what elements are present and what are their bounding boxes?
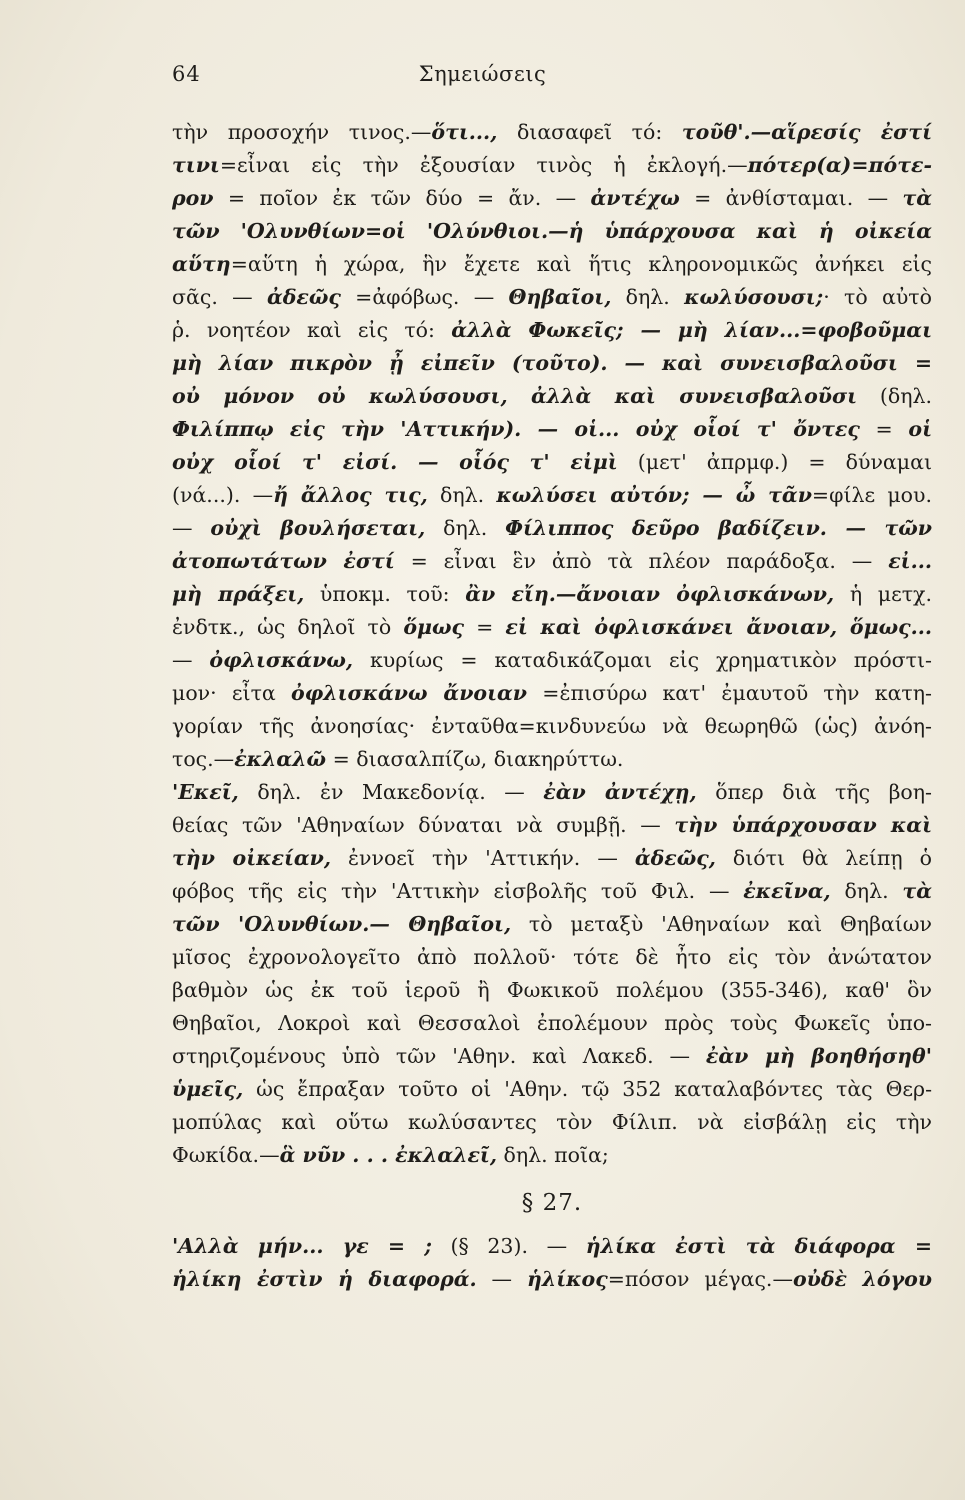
text-line	[172, 1139, 932, 1172]
section-heading: § 27.	[521, 1190, 583, 1216]
text-line	[172, 149, 932, 182]
lemma-text: ἐὰν ἀντέχῃ,	[543, 780, 697, 804]
gloss-text: δηλ.	[427, 483, 497, 507]
text-line	[172, 314, 932, 347]
gloss-text: μῖσος ἐχρονολογεῖτο ἀπὸ πολλοῦ· τότε δὲ ἦτο εἰς τὸν ἀνώτατον	[172, 945, 932, 969]
gloss-text: ὑποκμ. τοῦ:	[304, 582, 466, 606]
text-line	[172, 1263, 932, 1296]
text-line	[172, 446, 932, 479]
text-line	[172, 578, 932, 611]
lemma-text: 'Εκεῖ,	[172, 780, 239, 804]
text-line	[172, 743, 932, 776]
lemma-text: πότερ(α)=πότε-	[747, 153, 932, 177]
lemma-text: Θηβαῖοι,	[508, 285, 612, 309]
text-line	[172, 479, 932, 512]
lemma-text: ἀτοπωτάτων ἐστί	[172, 549, 395, 573]
gloss-text: στηριζομένους ὑπὸ τῶν 'Αθην. καὶ Λακεδ. —	[172, 1044, 706, 1068]
lemma-text: ὅτι...,	[431, 120, 498, 144]
gloss-text: = διασαλπίζω, διακηρύττω.	[326, 747, 624, 771]
text-line	[172, 908, 932, 941]
text-line	[172, 1040, 932, 1073]
running-title: Σημειώσεις	[418, 62, 547, 86]
text-line	[172, 875, 932, 908]
gloss-text: σᾶς. —	[172, 285, 267, 309]
lemma-text: αὕτη	[172, 252, 231, 276]
lemma-text: οὐδὲ λόγου	[792, 1267, 932, 1291]
lemma-text: Φιλίππῳ εἰς τὴν 'Αττικήν). — οἱ... οὐχ οἷοί τ' ὄντες	[172, 417, 860, 441]
lemma-text: ἤ ἄλλος τις,	[273, 483, 428, 507]
gloss-text: μον· εἶτα	[172, 681, 292, 705]
lemma-text: ἡλίκα ἐστὶ τὰ διάφορα =	[585, 1234, 932, 1258]
lemma-text: τὴν οἰκείαν,	[172, 846, 332, 870]
text-line	[172, 776, 932, 809]
text-line	[172, 1230, 932, 1263]
lemma-text: κωλύσουσι;	[684, 285, 824, 309]
lemma-text: μὴ πράξει,	[172, 582, 305, 606]
lemma-text: ἀλλὰ Φωκεῖς; — μὴ λίαν...=φοβοῦμαι	[451, 318, 932, 342]
lemma-text: ἐκεῖνα,	[743, 879, 831, 903]
gloss-text: θείας τῶν 'Αθηναίων δύναται νὰ συμβῇ. —	[172, 813, 675, 837]
text-line	[172, 545, 932, 578]
lemma-text: τὰ	[902, 186, 932, 210]
text-line	[172, 1106, 932, 1139]
lemma-text: ἀδεῶς,	[634, 846, 716, 870]
gloss-text: =ἀφόβως. —	[340, 285, 509, 309]
text-line	[172, 1073, 932, 1106]
text-line	[172, 116, 932, 149]
lemma-text: μὴ λίαν πικρὸν ᾖ εἰπεῖν (τοῦτο). — καὶ συνεισβαλοῦσι =	[172, 351, 932, 375]
text-line	[172, 710, 932, 743]
lemma-text: ἐὰν μὴ βοηθήσηθ'	[705, 1044, 932, 1068]
lemma-text: τὰ	[902, 879, 932, 903]
lemma-text: οὐχὶ βουλήσεται,	[210, 516, 426, 540]
lemma-text: κωλύσει αὐτόν; — ὦ τᾶν	[496, 483, 812, 507]
gloss-text: Φωκίδα.—	[172, 1143, 280, 1167]
lemma-text: ἡλίκος	[526, 1267, 608, 1291]
page-header	[0, 62, 965, 96]
text-line	[172, 182, 932, 215]
lemma-text: εἰ καὶ ὀφλισκάνει ἄνοιαν, ὅμως...	[505, 615, 932, 639]
page-number: 64	[172, 62, 201, 86]
lemma-text: οὐ μόνον οὐ κωλύσουσι, ἀλλὰ καὶ συνεισβαλοῦσι	[172, 384, 858, 408]
gloss-text: =ἐπισύρω κατ' ἐμαυτοῦ τὴν κατη-	[527, 681, 932, 705]
gloss-text: διότι θὰ λείπῃ ὁ	[715, 846, 932, 870]
gloss-text: δηλ. ἐν Μακεδονίᾳ. —	[238, 780, 544, 804]
text-line	[172, 842, 932, 875]
lemma-text: ἃ νῦν . . . ἐκλαλεῖ,	[279, 1143, 497, 1167]
gloss-text: = ἀνθίσταμαι. —	[679, 186, 903, 210]
gloss-text: κυρίως = καταδικάζομαι εἰς χρηματικὸν πρόστι-	[353, 648, 932, 672]
gloss-text: = ποῖον ἐκ τῶν δύο = ἄν. —	[213, 186, 591, 210]
gloss-text: ἡ μετχ.	[834, 582, 932, 606]
gloss-text: —	[172, 648, 210, 672]
gloss-text: γορίαν τῆς ἀνοησίας· ἐνταῦθα=κινδυνεύω νὰ θεωρηθῶ (ὡς) ἀνόη-	[172, 714, 932, 738]
gloss-text: =	[859, 417, 909, 441]
gloss-text: βαθμὸν ὡς ἐκ τοῦ ἱεροῦ ἢ Φωκικοῦ πολέμου (355-346), καθ' ὃν	[172, 978, 932, 1002]
gloss-text: ὡς ἔπραξαν τοῦτο οἱ 'Αθην. τῷ 352 καταλαβόντες τὰς Θερ-	[243, 1077, 932, 1101]
text-line	[172, 413, 932, 446]
lemma-text: ρον	[172, 186, 214, 210]
lemma-text: ἡλίκη ἐστὶν ἡ διαφορά.	[172, 1267, 477, 1291]
gloss-text: φόβος τῆς εἰς τὴν 'Αττικὴν εἰσβολῆς τοῦ Φιλ. —	[172, 879, 744, 903]
gloss-text: (νά...). —	[172, 483, 274, 507]
lemma-text: οὐχ οἷοί τ' εἰσί. — οἷός τ' εἰμὶ	[172, 450, 618, 474]
notes-paragraphs	[172, 116, 932, 1172]
text-line	[172, 281, 932, 314]
lemma-text: ὀφλισκάνω ἄνοιαν	[291, 681, 528, 705]
gloss-text: ἐννοεῖ τὴν 'Αττικήν. —	[331, 846, 635, 870]
text-line	[172, 380, 932, 413]
lemma-text: ἀδεῶς	[266, 285, 341, 309]
gloss-text: ἐνδτκ., ὡς δηλοῖ τὸ	[172, 615, 404, 639]
lemma-text: εἰ...	[888, 549, 932, 573]
gloss-text: =αὕτη ἡ χώρα, ἣν ἔχετε καὶ ἥτις κληρονομικῶς ἀνήκει εἰς	[230, 252, 932, 276]
text-line	[172, 1007, 932, 1040]
lemma-text: ὅμως	[403, 615, 465, 639]
text-line	[172, 215, 932, 248]
gloss-text: =	[464, 615, 506, 639]
lemma-text: τινι	[172, 153, 220, 177]
lemma-text: τὴν ὑπάρχουσαν καὶ	[674, 813, 932, 837]
gloss-text: —	[172, 516, 211, 540]
gloss-text: τὴν προσοχήν τινος.—	[172, 120, 432, 144]
text-line	[172, 644, 932, 677]
lemma-text: τοῦθ'.—αἵρεσίς ἐστί	[681, 120, 932, 144]
gloss-text: δηλ. ποῖα;	[497, 1143, 609, 1167]
section-27-paragraphs	[172, 1230, 932, 1296]
gloss-text: (μετ' ἀπρμφ.) = δύναμαι	[617, 450, 932, 474]
lemma-text: ἐκλαλῶ	[234, 747, 327, 771]
gloss-text: Θηβαῖοι, Λοκροὶ καὶ Θεσσαλοὶ ἐπολέμουν πρὸς τοὺς Φωκεῖς ὑπο-	[172, 1011, 932, 1035]
text-line	[172, 974, 932, 1007]
gloss-text: τος.—	[172, 747, 235, 771]
gloss-text: =φίλε μου.	[811, 483, 932, 507]
gloss-text: = εἶναι ἓν ἀπὸ τὰ πλέον παράδοξα. —	[394, 549, 889, 573]
gloss-text: (§ 23). —	[431, 1234, 586, 1258]
lemma-text: ἂν εἴη.—ἄνοιαν ὀφλισκάνων,	[465, 582, 835, 606]
lemma-text: 'Αλλὰ μήν... γε = ;	[172, 1234, 432, 1258]
text-line	[172, 347, 932, 380]
text-line	[172, 512, 932, 545]
lemma-text: τῶν 'Ολυνθίων=οἱ 'Ολύνθιοι.—ἡ ὑπάρχουσα καὶ ἡ οἰκεία	[172, 219, 932, 243]
text-line	[172, 809, 932, 842]
gloss-text: μοπύλας καὶ οὕτω κωλύσαντες τὸν Φίλιπ. νὰ εἰσβάλῃ εἰς τὴν	[172, 1110, 932, 1134]
lemma-text: οἱ	[908, 417, 932, 441]
gloss-text: ὅπερ διὰ τῆς βοη-	[696, 780, 932, 804]
text-line	[172, 941, 932, 974]
gloss-text: διασαφεῖ τό:	[497, 120, 682, 144]
lemma-text: ὀφλισκάνω,	[209, 648, 354, 672]
text-line	[172, 248, 932, 281]
gloss-text: ῥ. νοητέον καὶ εἰς τό:	[172, 318, 452, 342]
gloss-text: δηλ.	[611, 285, 685, 309]
gloss-text: =εἶναι εἰς τὴν ἐξουσίαν τινὸς ἡ ἐκλογή.—	[219, 153, 748, 177]
gloss-text: δηλ.	[425, 516, 506, 540]
page-body	[172, 116, 932, 1296]
gloss-text: δηλ.	[830, 879, 903, 903]
lemma-text: ἀντέχω	[590, 186, 680, 210]
lemma-text: ὑμεῖς,	[172, 1077, 244, 1101]
text-line	[172, 677, 932, 710]
text-line	[172, 611, 932, 644]
gloss-text: · τὸ αὐτὸ	[823, 285, 932, 309]
gloss-text: =πόσον μέγας.—	[607, 1267, 793, 1291]
lemma-text: τῶν 'Ολυνθίων.— Θηβαῖοι,	[172, 912, 512, 936]
gloss-text: (δηλ.	[857, 384, 932, 408]
lemma-text: Φίλιππος δεῦρο βαδίζειν. — τῶν	[505, 516, 932, 540]
gloss-text: τὸ μεταξὺ 'Αθηναίων καὶ Θηβαίων	[511, 912, 932, 936]
gloss-text: —	[476, 1267, 527, 1291]
